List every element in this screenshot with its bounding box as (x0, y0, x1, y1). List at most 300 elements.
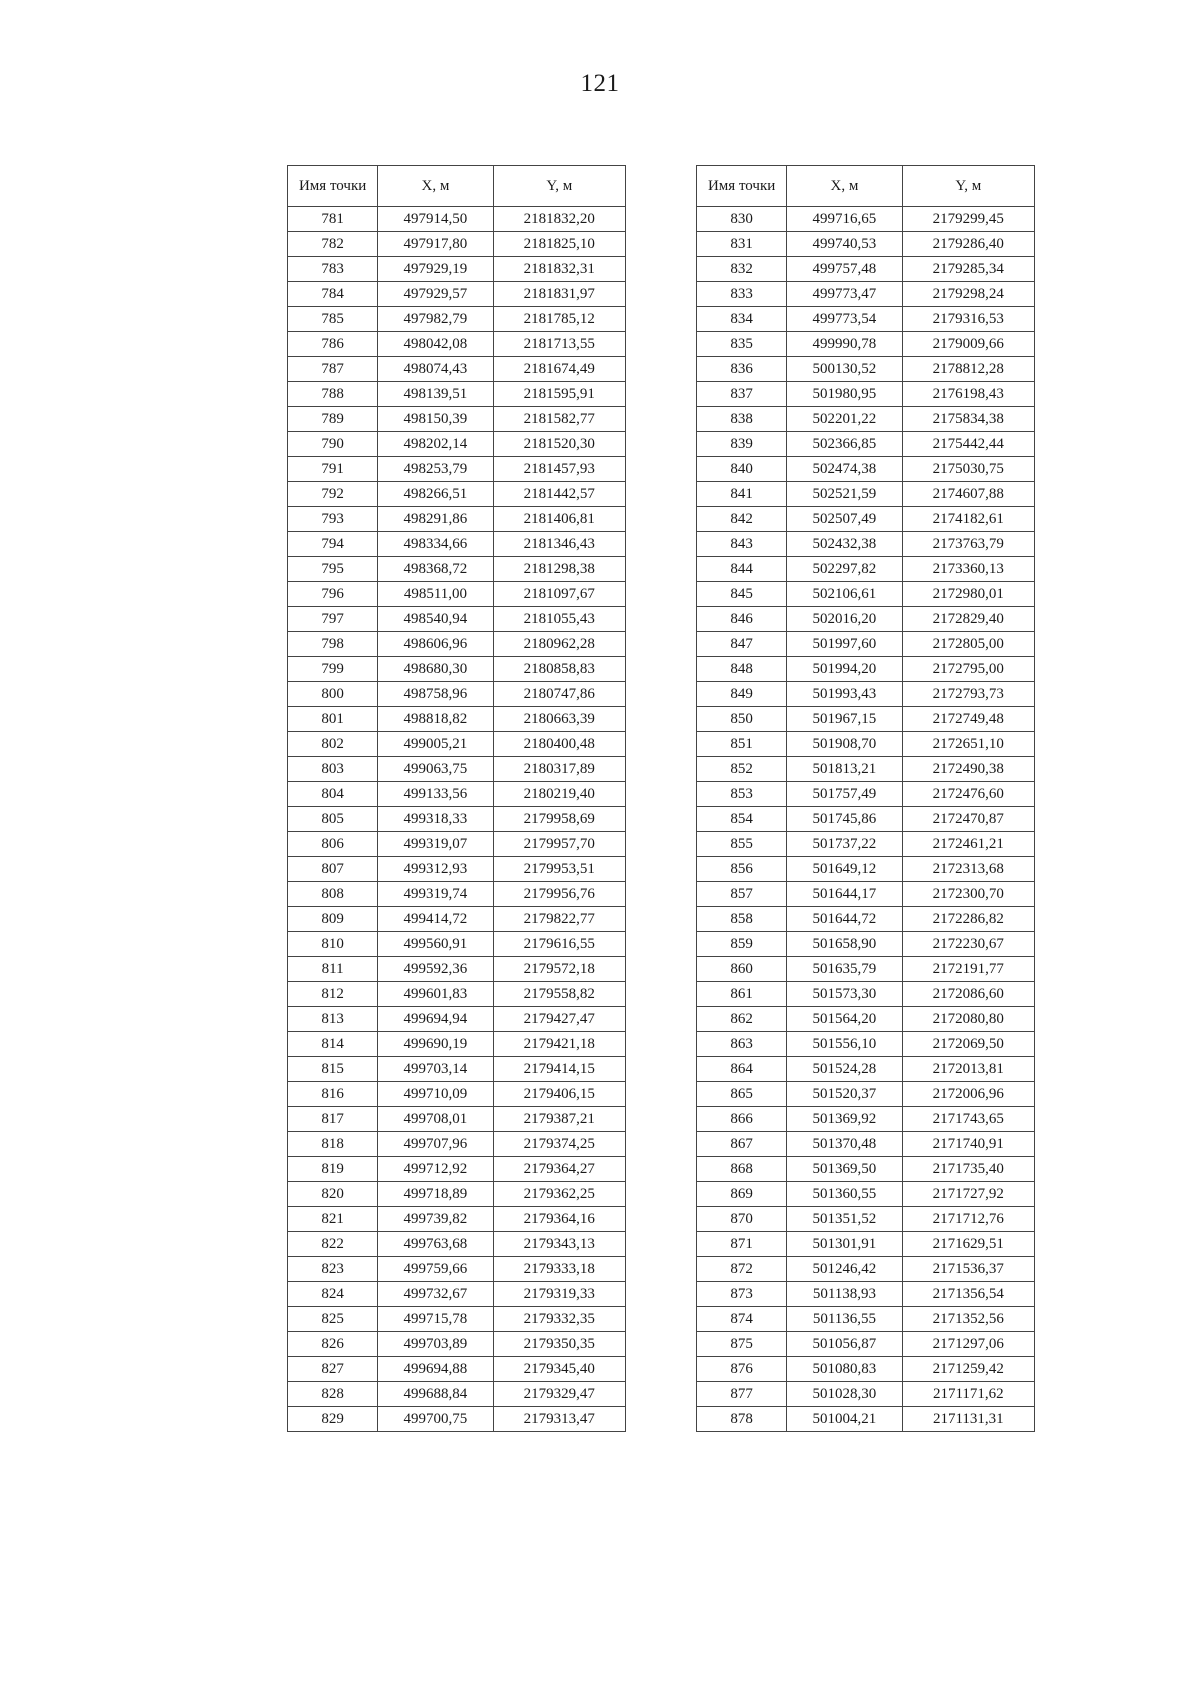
cell-x: 499414,72 (378, 907, 493, 932)
cell-x: 501556,10 (787, 1032, 902, 1057)
cell-x: 501967,15 (787, 707, 902, 732)
cell-point-name: 816 (288, 1082, 378, 1107)
cell-x: 501757,49 (787, 782, 902, 807)
cell-y: 2179364,16 (493, 1207, 625, 1232)
cell-y: 2179616,55 (493, 932, 625, 957)
table-row (288, 1257, 626, 1282)
cell-x: 498253,79 (378, 457, 493, 482)
cell-y: 2179822,77 (493, 907, 625, 932)
table-row (697, 932, 1035, 957)
cell-point-name: 804 (288, 782, 378, 807)
header-y: Y, м (493, 166, 625, 207)
cell-y: 2172805,00 (902, 632, 1034, 657)
cell-point-name: 838 (697, 407, 787, 432)
table-row (288, 532, 626, 557)
table-row (697, 1407, 1035, 1432)
cell-point-name: 846 (697, 607, 787, 632)
cell-point-name: 807 (288, 857, 378, 882)
cell-x: 499708,01 (378, 1107, 493, 1132)
table-row (697, 1357, 1035, 1382)
cell-x: 502016,20 (787, 607, 902, 632)
table-row (697, 1057, 1035, 1082)
cell-y: 2172651,10 (902, 732, 1034, 757)
cell-x: 501573,30 (787, 982, 902, 1007)
cell-point-name: 834 (697, 307, 787, 332)
table-row (697, 657, 1035, 682)
cell-y: 2172476,60 (902, 782, 1034, 807)
table-row (288, 382, 626, 407)
table-row (288, 882, 626, 907)
cell-point-name: 812 (288, 982, 378, 1007)
cell-x: 501369,50 (787, 1157, 902, 1182)
cell-x: 501644,17 (787, 882, 902, 907)
cell-point-name: 831 (697, 232, 787, 257)
cell-y: 2173360,13 (902, 557, 1034, 582)
cell-y: 2181582,77 (493, 407, 625, 432)
cell-x: 499718,89 (378, 1182, 493, 1207)
cell-y: 2171629,51 (902, 1232, 1034, 1257)
cell-point-name: 848 (697, 657, 787, 682)
cell-point-name: 827 (288, 1357, 378, 1382)
cell-x: 499990,78 (787, 332, 902, 357)
cell-x: 498334,66 (378, 532, 493, 557)
table-row (288, 1157, 626, 1182)
cell-y: 2180317,89 (493, 757, 625, 782)
table-row (697, 1207, 1035, 1232)
cell-y: 2172086,60 (902, 982, 1034, 1007)
cell-y: 2179286,40 (902, 232, 1034, 257)
cell-point-name: 859 (697, 932, 787, 957)
cell-point-name: 850 (697, 707, 787, 732)
table-row (697, 782, 1035, 807)
table-row (288, 1132, 626, 1157)
cell-point-name: 849 (697, 682, 787, 707)
cell-x: 501993,43 (787, 682, 902, 707)
cell-x: 498266,51 (378, 482, 493, 507)
cell-x: 499694,94 (378, 1007, 493, 1032)
table-row (697, 682, 1035, 707)
cell-x: 499063,75 (378, 757, 493, 782)
cell-x: 499757,48 (787, 257, 902, 282)
cell-x: 501644,72 (787, 907, 902, 932)
cell-point-name: 867 (697, 1132, 787, 1157)
table-row (288, 1357, 626, 1382)
cell-x: 497914,50 (378, 207, 493, 232)
cell-x: 500130,52 (787, 357, 902, 382)
cell-y: 2172793,73 (902, 682, 1034, 707)
cell-x: 499319,07 (378, 832, 493, 857)
cell-x: 497982,79 (378, 307, 493, 332)
table-row (697, 1307, 1035, 1332)
cell-y: 2171352,56 (902, 1307, 1034, 1332)
cell-point-name: 791 (288, 457, 378, 482)
cell-y: 2172006,96 (902, 1082, 1034, 1107)
table-row (288, 832, 626, 857)
cell-x: 499592,36 (378, 957, 493, 982)
cell-x: 501369,92 (787, 1107, 902, 1132)
cell-x: 499740,53 (787, 232, 902, 257)
cell-y: 2179958,69 (493, 807, 625, 832)
cell-point-name: 852 (697, 757, 787, 782)
table-row (697, 1282, 1035, 1307)
cell-point-name: 810 (288, 932, 378, 957)
cell-y: 2171735,40 (902, 1157, 1034, 1182)
cell-point-name: 805 (288, 807, 378, 832)
cell-x: 501649,12 (787, 857, 902, 882)
table-row (697, 732, 1035, 757)
cell-point-name: 814 (288, 1032, 378, 1057)
table-row (697, 1082, 1035, 1107)
table-row (697, 907, 1035, 932)
coordinates-table-left (287, 165, 626, 1432)
cell-y: 2179956,76 (493, 882, 625, 907)
cell-y: 2179316,53 (902, 307, 1034, 332)
cell-y: 2181520,30 (493, 432, 625, 457)
cell-y: 2179345,40 (493, 1357, 625, 1382)
cell-x: 499312,93 (378, 857, 493, 882)
table-row (697, 282, 1035, 307)
cell-point-name: 782 (288, 232, 378, 257)
cell-y: 2179350,35 (493, 1332, 625, 1357)
cell-y: 2171727,92 (902, 1182, 1034, 1207)
table-row (697, 1232, 1035, 1257)
cell-point-name: 806 (288, 832, 378, 857)
cell-point-name: 795 (288, 557, 378, 582)
header-point-name: Имя точки (288, 166, 378, 207)
cell-point-name: 869 (697, 1182, 787, 1207)
cell-point-name: 823 (288, 1257, 378, 1282)
cell-point-name: 825 (288, 1307, 378, 1332)
cell-point-name: 877 (697, 1382, 787, 1407)
table-row (697, 1257, 1035, 1282)
cell-x: 501028,30 (787, 1382, 902, 1407)
table-row (288, 1182, 626, 1207)
cell-point-name: 845 (697, 582, 787, 607)
table-body-left (288, 207, 626, 1432)
table-row (288, 482, 626, 507)
table-row (697, 482, 1035, 507)
cell-y: 2181406,81 (493, 507, 625, 532)
cell-y: 2181831,97 (493, 282, 625, 307)
cell-y: 2171743,65 (902, 1107, 1034, 1132)
table-row (697, 882, 1035, 907)
table-row (288, 582, 626, 607)
cell-y: 2179374,25 (493, 1132, 625, 1157)
cell-x: 498368,72 (378, 557, 493, 582)
table-row (697, 532, 1035, 557)
cell-x: 501004,21 (787, 1407, 902, 1432)
cell-y: 2181832,31 (493, 257, 625, 282)
cell-point-name: 785 (288, 307, 378, 332)
cell-x: 499773,54 (787, 307, 902, 332)
cell-y: 2172013,81 (902, 1057, 1034, 1082)
table-row (288, 1207, 626, 1232)
cell-y: 2180663,39 (493, 707, 625, 732)
table-row (697, 982, 1035, 1007)
table-row (288, 207, 626, 232)
cell-x: 498042,08 (378, 332, 493, 357)
cell-point-name: 794 (288, 532, 378, 557)
table-row (288, 507, 626, 532)
table-row (697, 607, 1035, 632)
table-row (288, 1332, 626, 1357)
cell-point-name: 801 (288, 707, 378, 732)
cell-y: 2172080,80 (902, 1007, 1034, 1032)
cell-x: 498540,94 (378, 607, 493, 632)
cell-y: 2179333,18 (493, 1257, 625, 1282)
cell-x: 499703,89 (378, 1332, 493, 1357)
cell-point-name: 864 (697, 1057, 787, 1082)
table-row (288, 357, 626, 382)
cell-point-name: 793 (288, 507, 378, 532)
cell-x: 499773,47 (787, 282, 902, 307)
cell-y: 2179414,15 (493, 1057, 625, 1082)
cell-y: 2181346,43 (493, 532, 625, 557)
cell-point-name: 855 (697, 832, 787, 857)
cell-y: 2172490,38 (902, 757, 1034, 782)
cell-y: 2179406,15 (493, 1082, 625, 1107)
cell-point-name: 866 (697, 1107, 787, 1132)
coordinates-table-right (696, 165, 1035, 1432)
cell-x: 501564,20 (787, 1007, 902, 1032)
cell-y: 2172191,77 (902, 957, 1034, 982)
cell-x: 499005,21 (378, 732, 493, 757)
table-row (697, 332, 1035, 357)
cell-y: 2180219,40 (493, 782, 625, 807)
cell-point-name: 781 (288, 207, 378, 232)
cell-y: 2179285,34 (902, 257, 1034, 282)
table-row (288, 1032, 626, 1057)
cell-y: 2180962,28 (493, 632, 625, 657)
table-body-right (697, 207, 1035, 1432)
cell-x: 501080,83 (787, 1357, 902, 1382)
cell-x: 502366,85 (787, 432, 902, 457)
cell-point-name: 878 (697, 1407, 787, 1432)
cell-x: 497917,80 (378, 232, 493, 257)
cell-x: 501658,90 (787, 932, 902, 957)
cell-point-name: 841 (697, 482, 787, 507)
header-point-name: Имя точки (697, 166, 787, 207)
table-row (288, 407, 626, 432)
table-row (697, 257, 1035, 282)
cell-y: 2179572,18 (493, 957, 625, 982)
cell-point-name: 857 (697, 882, 787, 907)
cell-point-name: 784 (288, 282, 378, 307)
cell-x: 501737,22 (787, 832, 902, 857)
cell-point-name: 800 (288, 682, 378, 707)
cell-point-name: 822 (288, 1232, 378, 1257)
cell-x: 499560,91 (378, 932, 493, 957)
cell-x: 501360,55 (787, 1182, 902, 1207)
table-row (697, 1332, 1035, 1357)
table-row (697, 957, 1035, 982)
cell-point-name: 860 (697, 957, 787, 982)
cell-point-name: 858 (697, 907, 787, 932)
table-row (697, 232, 1035, 257)
cell-point-name: 803 (288, 757, 378, 782)
cell-y: 2179558,82 (493, 982, 625, 1007)
cell-y: 2179343,13 (493, 1232, 625, 1257)
cell-x: 498074,43 (378, 357, 493, 382)
table-row (288, 757, 626, 782)
cell-y: 2179364,27 (493, 1157, 625, 1182)
table-row (697, 432, 1035, 457)
cell-y: 2181442,57 (493, 482, 625, 507)
cell-point-name: 843 (697, 532, 787, 557)
cell-point-name: 862 (697, 1007, 787, 1032)
cell-point-name: 861 (697, 982, 787, 1007)
table-row (697, 382, 1035, 407)
cell-y: 2171259,42 (902, 1357, 1034, 1382)
table-row (288, 257, 626, 282)
cell-y: 2172230,67 (902, 932, 1034, 957)
cell-y: 2176198,43 (902, 382, 1034, 407)
cell-x: 501813,21 (787, 757, 902, 782)
cell-x: 499759,66 (378, 1257, 493, 1282)
cell-x: 502201,22 (787, 407, 902, 432)
cell-point-name: 783 (288, 257, 378, 282)
cell-x: 499703,14 (378, 1057, 493, 1082)
cell-x: 501056,87 (787, 1332, 902, 1357)
table-row (288, 457, 626, 482)
cell-x: 499712,92 (378, 1157, 493, 1182)
table-row (288, 732, 626, 757)
cell-y: 2175834,38 (902, 407, 1034, 432)
cell-y: 2174607,88 (902, 482, 1034, 507)
cell-y: 2171131,31 (902, 1407, 1034, 1432)
cell-x: 501745,86 (787, 807, 902, 832)
cell-y: 2172795,00 (902, 657, 1034, 682)
cell-y: 2174182,61 (902, 507, 1034, 532)
table-row (697, 707, 1035, 732)
table-row (697, 207, 1035, 232)
cell-point-name: 835 (697, 332, 787, 357)
cell-point-name: 830 (697, 207, 787, 232)
cell-x: 502106,61 (787, 582, 902, 607)
cell-point-name: 851 (697, 732, 787, 757)
cell-x: 497929,57 (378, 282, 493, 307)
table-row (697, 807, 1035, 832)
cell-x: 499700,75 (378, 1407, 493, 1432)
cell-point-name: 868 (697, 1157, 787, 1182)
cell-y: 2172461,21 (902, 832, 1034, 857)
cell-point-name: 792 (288, 482, 378, 507)
cell-point-name: 833 (697, 282, 787, 307)
cell-x: 499732,67 (378, 1282, 493, 1307)
cell-point-name: 798 (288, 632, 378, 657)
cell-x: 499601,83 (378, 982, 493, 1007)
table-row (697, 307, 1035, 332)
cell-y: 2179009,66 (902, 332, 1034, 357)
cell-x: 501136,55 (787, 1307, 902, 1332)
cell-y: 2172286,82 (902, 907, 1034, 932)
cell-x: 498758,96 (378, 682, 493, 707)
cell-point-name: 818 (288, 1132, 378, 1157)
table-row (288, 1282, 626, 1307)
cell-x: 502297,82 (787, 557, 902, 582)
table-row (288, 982, 626, 1007)
table-row (288, 782, 626, 807)
cell-y: 2172470,87 (902, 807, 1034, 832)
table-row (288, 282, 626, 307)
table-row (697, 832, 1035, 857)
cell-point-name: 863 (697, 1032, 787, 1057)
cell-x: 502507,49 (787, 507, 902, 532)
cell-point-name: 875 (697, 1332, 787, 1357)
cell-x: 501635,79 (787, 957, 902, 982)
cell-y: 2180400,48 (493, 732, 625, 757)
cell-x: 497929,19 (378, 257, 493, 282)
cell-point-name: 819 (288, 1157, 378, 1182)
table-row (288, 557, 626, 582)
cell-point-name: 802 (288, 732, 378, 757)
cell-x: 499133,56 (378, 782, 493, 807)
cell-point-name: 853 (697, 782, 787, 807)
cell-y: 2181097,67 (493, 582, 625, 607)
cell-x: 501301,91 (787, 1232, 902, 1257)
cell-y: 2179332,35 (493, 1307, 625, 1332)
cell-point-name: 788 (288, 382, 378, 407)
cell-y: 2179387,21 (493, 1107, 625, 1132)
cell-x: 501520,37 (787, 1082, 902, 1107)
table-row (697, 1007, 1035, 1032)
cell-y: 2179362,25 (493, 1182, 625, 1207)
cell-point-name: 787 (288, 357, 378, 382)
cell-point-name: 799 (288, 657, 378, 682)
cell-point-name: 840 (697, 457, 787, 482)
table-row (697, 1132, 1035, 1157)
cell-x: 499710,09 (378, 1082, 493, 1107)
cell-y: 2171740,91 (902, 1132, 1034, 1157)
cell-point-name: 809 (288, 907, 378, 932)
cell-x: 501524,28 (787, 1057, 902, 1082)
cell-y: 2179329,47 (493, 1382, 625, 1407)
cell-x: 498606,96 (378, 632, 493, 657)
cell-y: 2181832,20 (493, 207, 625, 232)
cell-point-name: 874 (697, 1307, 787, 1332)
table-row (288, 657, 626, 682)
cell-x: 501980,95 (787, 382, 902, 407)
cell-point-name: 828 (288, 1382, 378, 1407)
cell-x: 498818,82 (378, 707, 493, 732)
table-header-row (288, 166, 626, 207)
cell-y: 2172829,40 (902, 607, 1034, 632)
cell-y: 2181457,93 (493, 457, 625, 482)
table-row (288, 432, 626, 457)
cell-point-name: 808 (288, 882, 378, 907)
header-x: X, м (378, 166, 493, 207)
cell-point-name: 837 (697, 382, 787, 407)
cell-point-name: 839 (697, 432, 787, 457)
cell-point-name: 836 (697, 357, 787, 382)
table-row (288, 857, 626, 882)
cell-x: 502521,59 (787, 482, 902, 507)
cell-y: 2173763,79 (902, 532, 1034, 557)
cell-x: 501351,52 (787, 1207, 902, 1232)
table-row (288, 1232, 626, 1257)
cell-y: 2179299,45 (902, 207, 1034, 232)
cell-y: 2178812,28 (902, 357, 1034, 382)
cell-point-name: 797 (288, 607, 378, 632)
cell-x: 498202,14 (378, 432, 493, 457)
cell-y: 2171356,54 (902, 1282, 1034, 1307)
cell-x: 499319,74 (378, 882, 493, 907)
cell-y: 2181595,91 (493, 382, 625, 407)
cell-y: 2179313,47 (493, 1407, 625, 1432)
cell-point-name: 811 (288, 957, 378, 982)
cell-x: 501246,42 (787, 1257, 902, 1282)
cell-y: 2172313,68 (902, 857, 1034, 882)
